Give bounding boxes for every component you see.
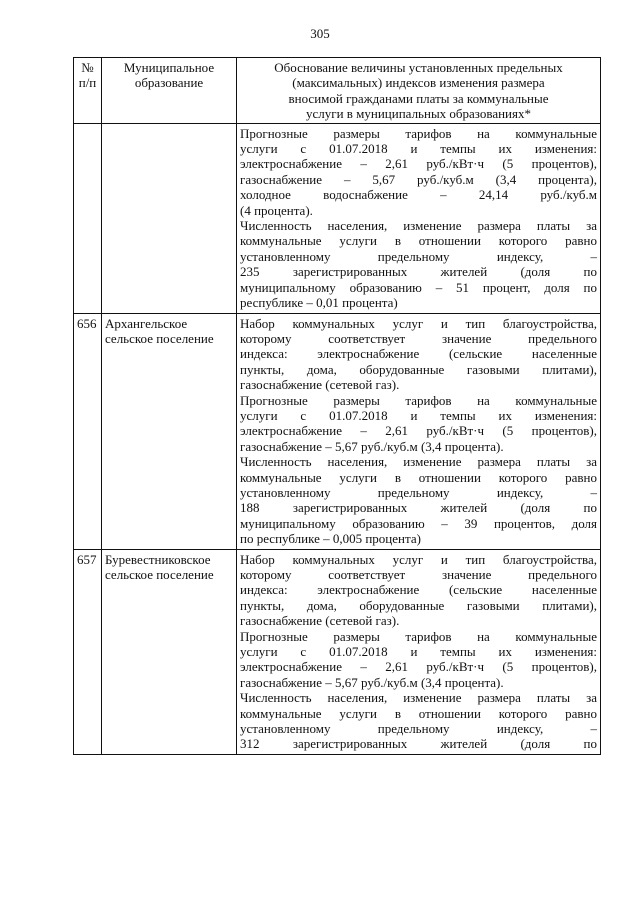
paragraph-line: которому соответствует значение предельного — [240, 567, 597, 582]
paragraph-line: индекса: электроснабжение (сельские населенные — [240, 346, 597, 362]
paragraph-line: услуги с 01.07.2018 и темпы их изменения: — [240, 407, 597, 423]
paragraph-line: электроснабжение – 2,61 руб./кВт·ч (5 процентов), — [240, 423, 597, 439]
paragraph-line: по республике – 0,005 процента) — [240, 531, 421, 547]
paragraph-line: газоснабжение – 5,67 руб./куб.м (3,4 процента). — [240, 674, 504, 690]
justification-paragraph — [240, 629, 597, 691]
municipality-name — [102, 123, 237, 313]
paragraph-line: установленному предельному индексу, – — [240, 248, 597, 264]
table-header-row — [74, 58, 601, 124]
paragraph-line: которому соответствует значение предельного — [240, 330, 597, 346]
paragraph-line: установленному предельному индексу, – — [240, 484, 597, 500]
paragraph-line: муниципальному образованию – 51 процент, доля по — [240, 279, 597, 295]
paragraph-line: 235 зарегистрированных жителей (доля по — [240, 264, 597, 280]
paragraph-line: газоснабжение – 5,67 руб./куб.м (3,4 процента), — [240, 171, 597, 187]
paragraph-line: Численность населения, изменение размера платы за — [240, 690, 597, 706]
header-municipality: Муниципальное образование — [102, 58, 237, 124]
paragraph-line: Численность населения, изменение размера платы за — [240, 454, 597, 470]
paragraph-line: пункты, дома, оборудованные газовыми плитами), — [240, 361, 597, 377]
paragraph-line: Набор коммунальных услуг и тип благоустройства, — [240, 551, 597, 567]
paragraph-line: Прогнозные размеры тарифов на коммунальные — [240, 392, 597, 408]
municipality-name — [102, 313, 237, 549]
paragraph-line: газоснабжение (сетевой газ). — [240, 613, 400, 629]
municipality-name — [102, 549, 237, 754]
paragraph-line: холодное водоснабжение – 24,14 руб./куб.м — [240, 187, 597, 203]
table-row — [74, 313, 601, 549]
paragraph-line: коммунальные услуги в отношении которого равно — [240, 469, 597, 485]
municipality-name-line: сельское поселение — [105, 330, 214, 346]
page-number: 305 — [310, 26, 330, 41]
justification-paragraph — [240, 393, 597, 455]
paragraph-line: газоснабжение (сетевой газ). — [240, 377, 400, 393]
paragraph-line: Прогнозные размеры тарифов на коммунальные — [240, 125, 597, 141]
paragraph-line: услуги с 01.07.2018 и темпы их изменения: — [240, 644, 597, 660]
justification-paragraph — [240, 218, 597, 310]
paragraph-line: муниципальному образованию – 39 процентов, доля — [240, 515, 597, 531]
justification-paragraph — [240, 690, 597, 752]
table-row — [74, 123, 601, 313]
justification-paragraph — [240, 454, 597, 546]
paragraph-line: 312 зарегистрированных жителей (доля по — [240, 736, 597, 752]
justification-cell — [237, 123, 601, 313]
paragraph-line: электроснабжение – 2,61 руб./кВт·ч (5 процентов), — [240, 659, 597, 675]
justification-paragraph — [240, 552, 597, 629]
paragraph-line: Набор коммунальных услуг и тип благоустройства, — [240, 315, 597, 331]
paragraph-line: установленному предельному индексу, – — [240, 721, 597, 737]
municipality-name-line: сельское поселение — [105, 567, 214, 582]
row-number: 656 — [74, 313, 102, 549]
justification-paragraph — [240, 126, 597, 218]
row-number — [74, 123, 102, 313]
paragraph-line: (4 процента). — [240, 202, 313, 218]
paragraph-line: пункты, дома, оборудованные газовыми плитами), — [240, 597, 597, 613]
row-number: 657 — [74, 549, 102, 754]
table-row — [74, 549, 601, 754]
paragraph-line: услуги с 01.07.2018 и темпы их изменения: — [240, 141, 597, 157]
paragraph-line: республике – 0,01 процента) — [240, 295, 398, 311]
justification-cell — [237, 313, 601, 549]
header-justification: Обоснование величины установленных предельных (максимальных) индексов изменения размера вносимой гражданами платы за коммунальные услуги в муниципальных образованиях* — [237, 58, 601, 124]
paragraph-line: Прогнозные размеры тарифов на коммунальные — [240, 628, 597, 644]
municipality-name-line: Буревестниковское — [105, 551, 211, 567]
paragraph-line: газоснабжение – 5,67 руб./куб.м (3,4 процента). — [240, 438, 504, 454]
tariff-justification-table — [73, 57, 601, 755]
paragraph-line: коммунальные услуги в отношении которого равно — [240, 705, 597, 721]
justification-paragraph — [240, 316, 597, 393]
table-body — [74, 123, 601, 754]
justification-cell — [237, 549, 601, 754]
header-number: № п/п — [74, 58, 102, 124]
paragraph-line: коммунальные услуги в отношении которого равно — [240, 233, 597, 249]
paragraph-line: электроснабжение – 2,61 руб./кВт·ч (5 процентов), — [240, 156, 597, 172]
paragraph-line: 188 зарегистрированных жителей (доля по — [240, 500, 597, 516]
paragraph-line: индекса: электроснабжение (сельские населенные — [240, 582, 597, 598]
municipality-name-line: Архангельское — [105, 315, 188, 331]
paragraph-line: Численность населения, изменение размера платы за — [240, 218, 597, 234]
